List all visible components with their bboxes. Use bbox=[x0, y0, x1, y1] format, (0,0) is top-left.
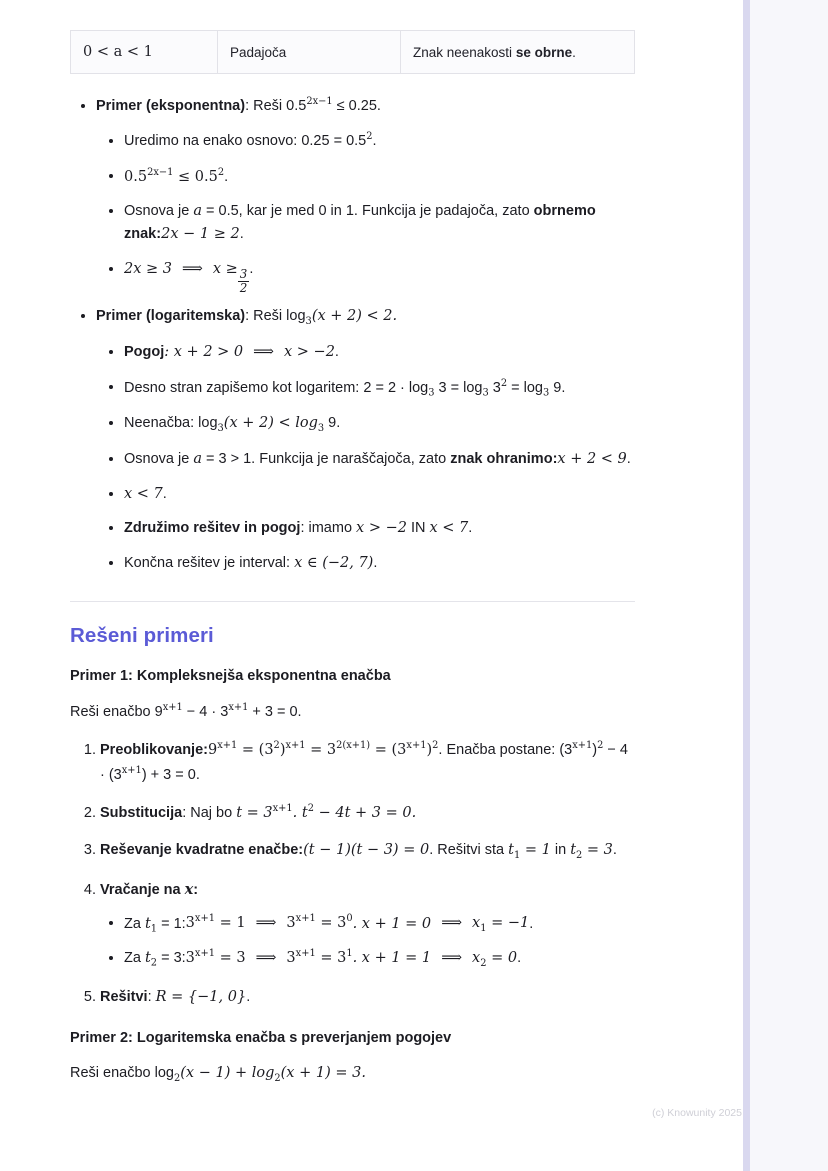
log-step5-math: x < 7 bbox=[124, 485, 163, 502]
log-example-tail: (x + 2) < 2. bbox=[311, 308, 398, 325]
log-step6-conj: IN bbox=[406, 520, 430, 537]
implies-arrow-icon: ⟹ bbox=[441, 950, 462, 967]
monotonic-text: Padajoča bbox=[230, 44, 287, 60]
substep2-m2: $3^{x+1} = 3$ bbox=[185, 948, 246, 967]
log-step1-text2: x > −2 bbox=[284, 344, 335, 361]
log-step4-bold: znak ohranimo bbox=[450, 451, 553, 468]
exp-step3-colon: : bbox=[156, 226, 162, 243]
list-item-log-step-3 bbox=[124, 412, 635, 437]
list-item-exp-step-2 bbox=[124, 165, 635, 189]
log-example-label: Primer (logaritemska) bbox=[96, 308, 246, 325]
list-item-exponential-example bbox=[96, 94, 635, 294]
substep1-m2: $3^{x+1} = 1$ bbox=[185, 913, 246, 932]
example2-task bbox=[70, 1062, 635, 1087]
log-step6-text: : imamo bbox=[300, 520, 357, 537]
log-step4-text-a: Osnova je bbox=[124, 451, 194, 468]
substep1-m3: $3^{x+1} = 3^0$ bbox=[286, 913, 353, 932]
note-bold: se obrne bbox=[515, 44, 573, 60]
log-step2-sup: 2 bbox=[500, 377, 508, 389]
document-content bbox=[70, 30, 635, 1086]
step3-colon: : bbox=[298, 842, 304, 859]
fraction-denominator: 2 bbox=[239, 280, 248, 295]
implies-arrow-icon: ⟹ bbox=[441, 915, 462, 932]
example2-task-sub2: 2 bbox=[274, 1072, 281, 1084]
step1-bold: Preoblikovanje bbox=[100, 742, 204, 759]
list-item-step-preoblikovanje bbox=[100, 738, 635, 787]
list-item-step-resitvi bbox=[100, 986, 635, 1009]
step1-colon: : bbox=[203, 742, 208, 759]
log-step6-tail: . bbox=[468, 520, 473, 537]
log-steps-list bbox=[96, 341, 635, 575]
substep2-mid: . x + 1 = 1 bbox=[352, 950, 432, 967]
step3-tail: . Rešitvi sta $t_1 = 1$ in $t_2 = 3$. bbox=[429, 842, 617, 862]
log-step2-sub: 3 bbox=[428, 387, 435, 399]
log-step1-bold: Pogoj bbox=[124, 344, 165, 361]
exp-step3-bold: obrnemo znak bbox=[124, 202, 596, 243]
step4-math: x bbox=[184, 881, 194, 899]
exp-step2-tail: . bbox=[224, 168, 229, 185]
note-prefix: Znak neenakosti bbox=[413, 44, 516, 60]
step5-bold: Rešitvi bbox=[100, 989, 148, 1006]
log-step3-sub2: 3 bbox=[317, 423, 325, 435]
log-step6-math2: x < 7 bbox=[429, 520, 469, 537]
section-divider bbox=[70, 601, 635, 602]
implies-arrow-icon: ⟹ bbox=[255, 950, 277, 967]
example2-task-mid: (x − 1) + log bbox=[180, 1064, 275, 1081]
implies-arrow-icon: ⟹ bbox=[255, 915, 277, 932]
properties-table bbox=[70, 30, 635, 74]
exp-step2-sup: 2x−1 bbox=[147, 166, 174, 178]
list-item-step-kvadratna bbox=[100, 839, 635, 864]
log-step2-sub2: 3 bbox=[482, 387, 489, 399]
condition-text: 0 < a < 1 bbox=[83, 44, 153, 60]
exp-step3-math-b: 2x − 1 ≥ 2 bbox=[161, 226, 240, 243]
example1-task-sup2: x+1 bbox=[228, 702, 249, 714]
list-item-log-step-2 bbox=[124, 376, 635, 402]
fraction-three-halves bbox=[238, 268, 250, 294]
list-item-substep-t2 bbox=[124, 946, 635, 972]
substep1-text: Za bbox=[124, 915, 145, 932]
step3-bold: Reševanje kvadratne enačbe bbox=[100, 842, 299, 859]
substep2-text2: = 3: bbox=[157, 950, 186, 967]
substep1-tail: . bbox=[529, 915, 534, 932]
log-step3-text: Neenačba: log bbox=[124, 415, 218, 432]
substep2-text: Za bbox=[124, 950, 145, 967]
step2-bold: Substitucija bbox=[100, 804, 183, 821]
step2-math: $t = 3^{x+1}$ bbox=[236, 802, 293, 821]
log-step7-tail: . bbox=[373, 554, 378, 571]
log-step2-tail: 9. bbox=[549, 379, 566, 396]
exp-step1-tail: . bbox=[372, 133, 377, 150]
list-item-step-substitucija bbox=[100, 801, 635, 825]
exp-step3-math-a: a bbox=[193, 202, 202, 219]
exp-step3-text-a: Osnova je bbox=[124, 202, 194, 219]
exp-step4-math2: x ≥ bbox=[212, 260, 238, 277]
implies-arrow-icon: ⟹ bbox=[253, 344, 274, 361]
log-step2-mid2: 3 bbox=[488, 379, 501, 396]
example2-task-tail: (x + 1) = 3. bbox=[280, 1064, 366, 1081]
step1-tail: . Enačba postane: $(3^{x+1})^2 - 4 \cdot (3^{x+1}) + 3 = 0$. bbox=[100, 740, 628, 783]
table-cell-monotonic bbox=[218, 31, 401, 74]
implies-arrow-icon: ⟹ bbox=[182, 260, 203, 277]
table-row bbox=[71, 31, 635, 74]
example2-task-sub: 2 bbox=[174, 1072, 181, 1084]
example1-heading: Primer 1: Kompleksnejša eksponentna enačba bbox=[70, 668, 391, 685]
log-step3-tail: 9. bbox=[324, 415, 341, 432]
substep2-sub: 2 bbox=[150, 958, 158, 970]
list-item-log-step-5 bbox=[124, 483, 635, 506]
substep1-sub: 1 bbox=[150, 923, 158, 935]
exp-step4-math: 2x ≥ 3 bbox=[124, 260, 172, 277]
substep1-m4: $x_1 = -1$ bbox=[472, 915, 530, 935]
exp-example-tail: ≤ 0.25. bbox=[332, 97, 381, 114]
substep1-var: t bbox=[144, 915, 151, 932]
step2-tail: . $t^2 - 4t + 3 = 0$. bbox=[292, 802, 417, 821]
exp-step2-text: 0.5 bbox=[124, 168, 148, 185]
list-item-log-step-1 bbox=[124, 341, 635, 364]
table-cell-condition bbox=[71, 31, 218, 74]
log-step2-mid: 3 = log bbox=[434, 379, 483, 396]
step4-colon: : bbox=[193, 882, 199, 899]
exp-step1-sup: 2 bbox=[366, 131, 373, 143]
substep1-text2: = 1: bbox=[157, 915, 186, 932]
list-item-log-step-7 bbox=[124, 552, 635, 575]
substep2-m4: $x_2 = 0$ bbox=[472, 950, 518, 970]
step4-bold: Vračanje na bbox=[100, 882, 185, 899]
page-title: Rešeni primeri bbox=[70, 624, 214, 648]
log-example-text: : Reši log bbox=[245, 308, 306, 325]
example2-task-text: Reši enačbo log bbox=[70, 1064, 174, 1081]
log-step2-sub3: 3 bbox=[542, 387, 550, 399]
step5-tail: . bbox=[246, 989, 251, 1006]
exp-step3-tail: . bbox=[239, 226, 244, 243]
examples-list bbox=[70, 94, 635, 575]
substep2-m3: $3^{x+1} = 3^1$ bbox=[286, 948, 353, 967]
log-step4-math-a: a bbox=[193, 451, 202, 468]
exp-step4-tail: . bbox=[249, 260, 254, 277]
log-step2-mid3: = log bbox=[507, 379, 543, 396]
exp-step3-text-b: = 0.5, kar je med 0 in 1. Funkcija je padajoča, zato bbox=[201, 202, 534, 219]
log-step1-text: : x + 2 > 0 bbox=[164, 344, 244, 361]
list-item-log-step-6 bbox=[124, 517, 635, 540]
log-example-base: 3 bbox=[305, 316, 312, 328]
exp-example-text: : Reši 0.5 bbox=[245, 97, 307, 114]
exp-example-exponent: 2x−1 bbox=[306, 96, 333, 107]
watermark: (c) Knowunity 2025 bbox=[652, 1107, 742, 1119]
exp-step2-mid: ≤ 0.5 bbox=[173, 168, 218, 185]
example1-task bbox=[70, 700, 635, 724]
exp-example-label: Primer (eksponentna) bbox=[96, 97, 246, 114]
exp-step2-sup2: 2 bbox=[217, 166, 225, 178]
log-step1-tail: . bbox=[334, 344, 339, 361]
step2-text: : Naj bo bbox=[182, 804, 237, 821]
log-step6-bold: Združimo rešitev in pogoj bbox=[124, 520, 301, 537]
list-item-log-step-4 bbox=[124, 448, 635, 471]
list-item-step-vracanje bbox=[100, 878, 635, 972]
log-step3-sub: 3 bbox=[217, 423, 224, 435]
example1-task-tail: + 3 = 0. bbox=[248, 703, 302, 720]
log-step2-text: Desno stran zapišemo kot logaritem: 2 = 2 · log bbox=[124, 379, 429, 396]
example1-task-mid: − 4 · 3 bbox=[182, 703, 229, 720]
example1-steps-list bbox=[70, 738, 635, 1009]
step4-substeps-list bbox=[100, 912, 635, 972]
log-step4-colon: : bbox=[552, 451, 558, 468]
substep2-tail: . bbox=[517, 950, 522, 967]
list-item-exp-step-3 bbox=[124, 200, 635, 247]
list-item-exp-step-1 bbox=[124, 129, 635, 153]
log-step3-mid: (x + 2) < log bbox=[223, 415, 318, 432]
exp-steps-list bbox=[96, 129, 635, 294]
example1-task-text: Reši enačbo 9 bbox=[70, 703, 163, 720]
step3-math: (t − 1)(t − 3) = 0 bbox=[303, 842, 430, 859]
log-step4-tail: . bbox=[626, 451, 631, 468]
list-item-substep-t1 bbox=[124, 912, 635, 938]
step1-math: $9^{x+1} = (3^2)^{x+1} = 3^{2(x+1)} = (3^{x+1})^2$ bbox=[208, 740, 439, 759]
log-step6-math: x > −2 bbox=[356, 520, 407, 537]
note-suffix: . bbox=[572, 44, 576, 60]
exp-step1-text: Uredimo na enako osnovo: 0.25 = 0.5 bbox=[124, 133, 367, 150]
right-margin-accent-bar bbox=[743, 0, 750, 1171]
step5-text: : bbox=[147, 989, 156, 1006]
log-step7-math: x ∈ (−2, 7) bbox=[294, 554, 374, 571]
fraction-numerator: 3 bbox=[239, 267, 248, 282]
right-margin-strip bbox=[750, 0, 828, 1171]
example1-task-sup: x+1 bbox=[162, 702, 183, 714]
log-step4-text-b: = 3 > 1. Funkcija je naraščajoča, zato bbox=[201, 451, 451, 468]
substep1-mid: . x + 1 = 0 bbox=[352, 915, 432, 932]
example2-heading: Primer 2: Logaritemska enačba s preverjanjem pogojev bbox=[70, 1029, 452, 1046]
step5-math: R = {−1, 0} bbox=[155, 989, 247, 1006]
list-item-exp-step-4 bbox=[124, 258, 635, 294]
substep2-var: t bbox=[144, 950, 151, 967]
log-step5-tail: . bbox=[162, 485, 167, 502]
log-step4-math-b: x + 2 < 9 bbox=[557, 451, 627, 468]
log-step7-text: Končna rešitev je interval: bbox=[124, 554, 295, 571]
list-item-logarithmic-example bbox=[96, 305, 635, 575]
table-cell-note bbox=[401, 31, 635, 74]
